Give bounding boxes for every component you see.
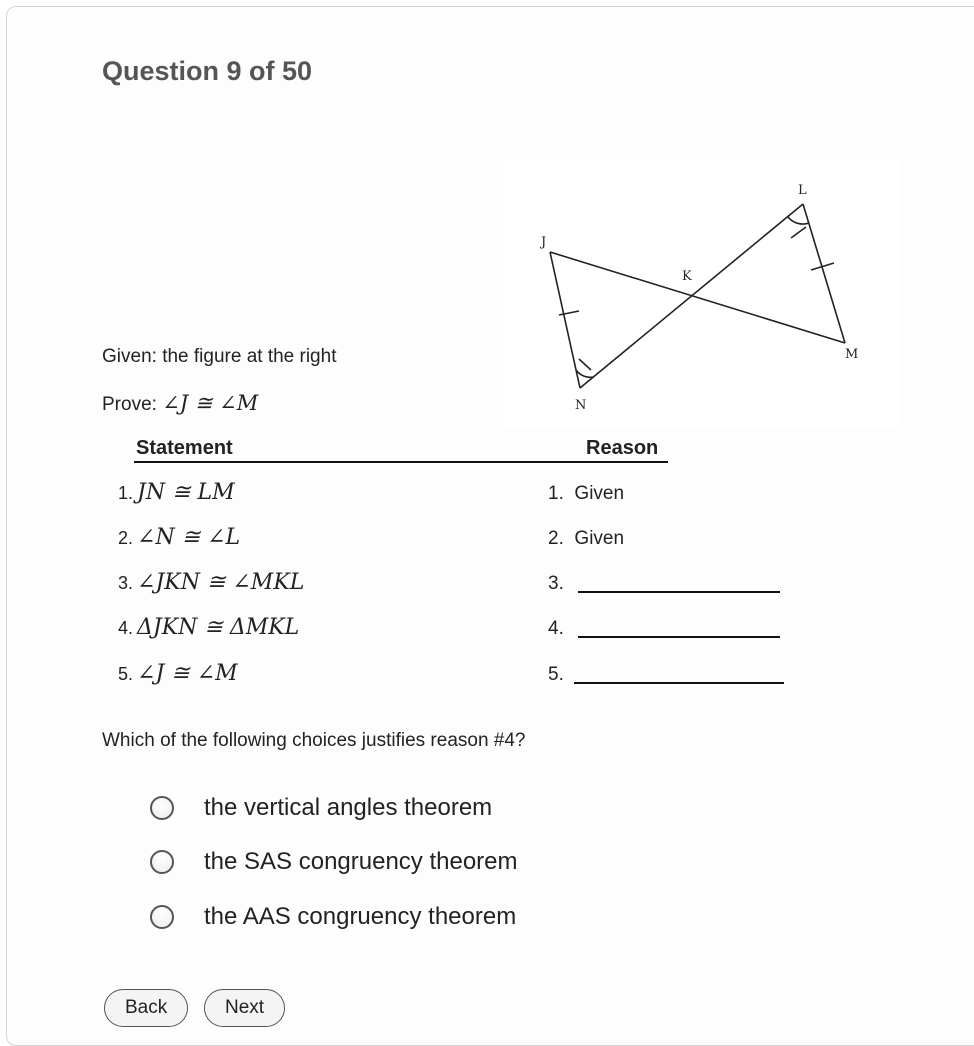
reason-num: 2. [548, 528, 564, 549]
question-prompt: Which of the following choices justifies reason #4? [102, 730, 526, 751]
arc-tick-n [579, 359, 591, 370]
reason-text: Given [574, 483, 625, 504]
statement-text: JN ≅ LM [137, 480, 235, 505]
tick-jn [559, 311, 579, 315]
statement-row-4 [118, 615, 299, 640]
prove-math: ∠J ≅ ∠M [162, 391, 259, 415]
table-rule [134, 461, 668, 463]
choice-vertical-angles[interactable] [150, 794, 492, 822]
choice-label[interactable]: the vertical angles theorem [204, 794, 493, 821]
prove-statement [102, 391, 258, 416]
next-button[interactable]: Next [204, 989, 285, 1027]
statement-num: 5. [118, 664, 134, 684]
label-m: M [845, 347, 859, 362]
reason-row-2 [548, 528, 624, 550]
radio-button[interactable] [150, 905, 174, 929]
radio-button[interactable] [150, 850, 174, 874]
reason-row-4 [548, 618, 780, 640]
choice-label[interactable]: the SAS congruency theorem [204, 848, 518, 875]
given-statement: Given: the figure at the right [102, 346, 337, 367]
arc-n [576, 370, 594, 377]
reason-num: 5. [548, 664, 564, 685]
statement-row-2 [118, 525, 240, 550]
statement-text: ∠JKN ≅ ∠MKL [137, 570, 305, 595]
reason-blank [578, 590, 780, 593]
statement-num: 2. [118, 528, 134, 548]
choice-sas[interactable] [150, 848, 518, 876]
segment-jm [550, 252, 845, 343]
choice-label[interactable]: the AAS congruency theorem [204, 903, 517, 930]
arc-l [788, 217, 809, 224]
label-k: K [682, 269, 692, 284]
reason-header: Reason [586, 437, 659, 459]
reason-num: 1. [548, 483, 564, 504]
reason-blank [578, 635, 780, 638]
statement-row-3 [118, 570, 304, 595]
statement-text: ∠N ≅ ∠L [137, 525, 241, 550]
label-j: J [541, 235, 547, 250]
label-l: L [798, 183, 807, 198]
statement-header: Statement [136, 437, 233, 459]
radio-button[interactable] [150, 796, 174, 820]
geometry-figure [505, 160, 900, 428]
reason-row-5 [548, 664, 784, 686]
segment-nl [580, 204, 803, 388]
figure-svg [505, 160, 900, 428]
choice-aas[interactable] [150, 903, 516, 931]
statement-row-1 [118, 480, 235, 505]
question-title: Question 9 of 50 [102, 56, 313, 86]
reason-num: 3. [548, 573, 564, 594]
label-n: N [575, 398, 587, 413]
statement-num: 1. [118, 483, 134, 503]
reason-row-1 [548, 483, 624, 505]
segment-jn [550, 252, 580, 388]
reason-row-3 [548, 573, 780, 595]
reason-text: Given [574, 528, 625, 549]
arc-tick-l [791, 227, 806, 238]
reason-num: 4. [548, 618, 564, 639]
statement-text: ∠J ≅ ∠M [137, 661, 238, 686]
statement-num: 3. [118, 573, 134, 593]
statement-num: 4. [118, 618, 134, 638]
statement-row-5 [118, 661, 238, 686]
reason-blank [574, 681, 784, 684]
segment-lm [803, 204, 845, 343]
statement-text: ΔJKN ≅ ΔMKL [137, 615, 300, 640]
back-button[interactable]: Back [104, 989, 188, 1027]
prove-label: Prove: [102, 394, 163, 415]
